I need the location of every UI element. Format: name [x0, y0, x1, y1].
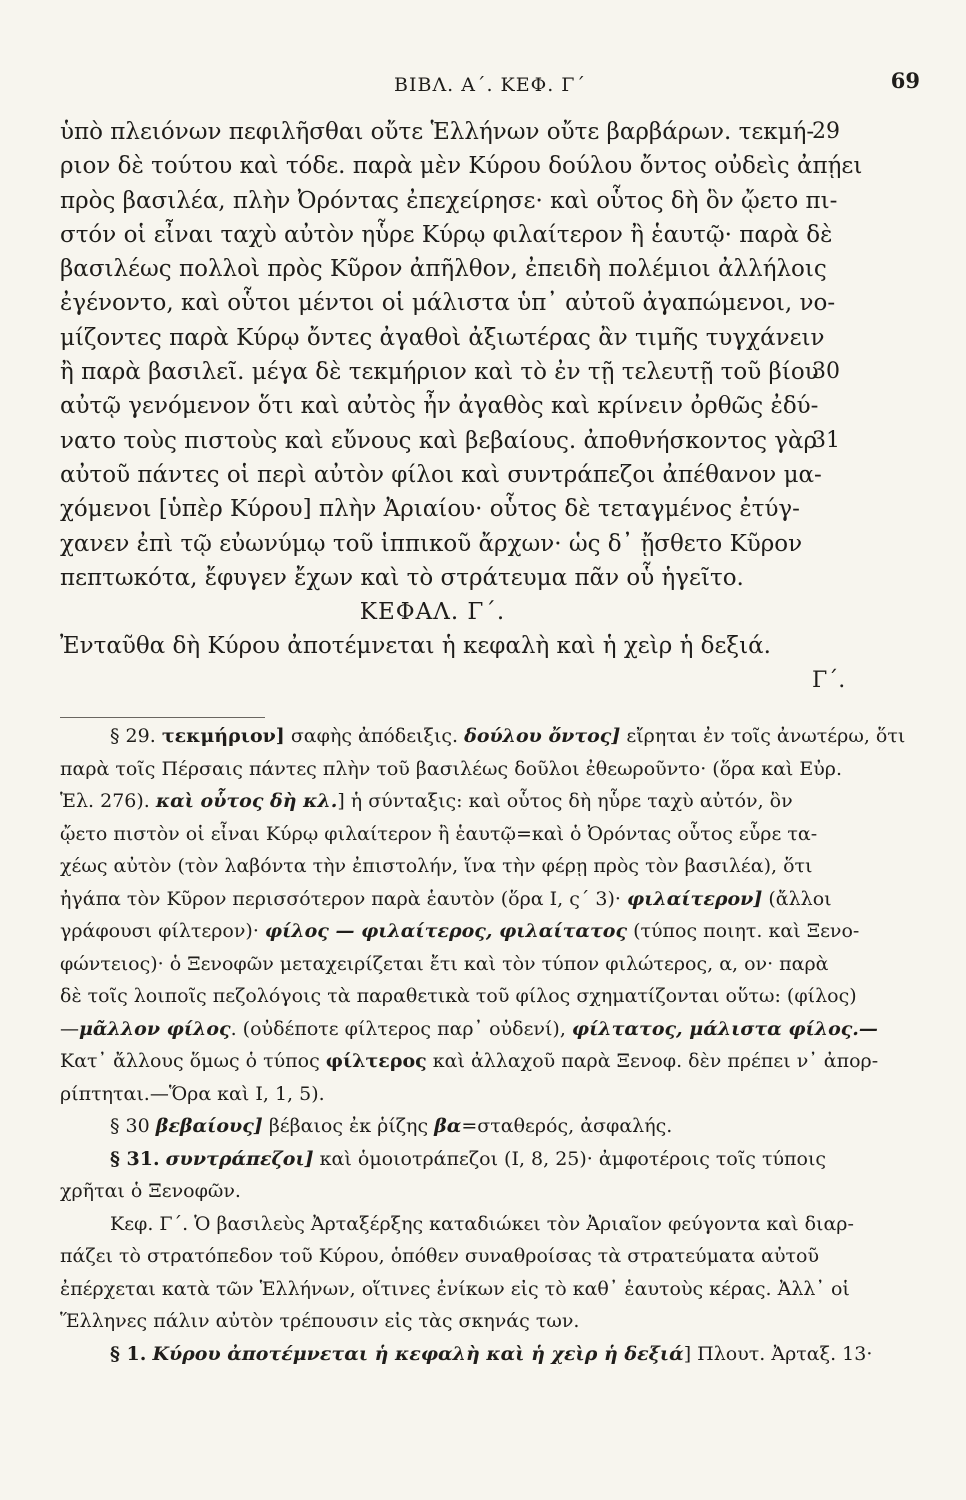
note-text: —: [60, 1017, 79, 1040]
note-line: [60, 1045, 879, 1078]
note-text: ] ἡ σύνταξις: καὶ οὗτος δὴ ηὗρε ταχὺ αὐτόν, ὃν: [337, 790, 793, 812]
note-lemma: δούλου ὄντος]: [464, 725, 621, 747]
note-lemma: Κύρου ἀποτέμνεται ἡ κεφαλὴ καὶ ἡ χεὶρ ἡ δεξιά: [152, 1342, 684, 1365]
note-text: γράφουσι φίλτερον)·: [60, 920, 265, 942]
chapter-summary: [60, 629, 805, 663]
text-line: ἐγένοντο, καὶ οὗτοι μέντοι οἱ μάλιστα ὑπ᾽ αὐτοῦ ἀγαπώμενοι, νο-: [60, 290, 836, 317]
note-line: [60, 785, 870, 818]
note-line: πάζει τὸ στρατόπεδον τοῦ Κύρου, ὁπόθεν συναθροίσας τὰ στρατεύματα αὐτοῦ: [60, 1245, 820, 1267]
note-line: ἐπέρχεται κατὰ τῶν Ἑλλήνων, οἵτινες ἐνίκων εἰς τὸ καθ᾽ ἑαυτοὺς κέρας. Ἀλλ᾽ οἱ: [60, 1277, 850, 1300]
note-ref: § 29.: [110, 725, 156, 747]
running-title: ΒΙΒΛ. Α΄. ΚΕΦ. Γ΄: [394, 74, 586, 96]
note-line: [60, 1338, 873, 1371]
note-text: σαφὴς ἀπόδειξις.: [284, 725, 465, 747]
note-line: ᾤετο πιστὸν οἱ εἶναι Κύρῳ φιλαίτερον ἢ ἑαυτῷ=καὶ ὁ Ὀρόντας οὗτος εὗρε τα-: [60, 822, 818, 845]
chapter-summary-text: Ἐνταῦθα δὴ Κύρου ἀποτέμνεται ἡ κεφαλὴ καὶ ἡ χεὶρ ἡ δεξιά.: [60, 633, 771, 660]
text-line: βασιλέως πολλοὶ πρὸς Κῦρον ἀπῆλθον, ἐπειδὴ πολέμιοι ἀλλήλοις: [60, 256, 827, 283]
text-line: στόν οἱ εἶναι ταχὺ αὐτὸν ηὗρε Κύρῳ φιλαίτερον ἢ ἑαυτῷ· παρὰ δὲ: [60, 221, 833, 248]
note-lemma: μᾶλλον φίλος: [79, 1017, 231, 1040]
note-lemma: τεκμήριον]: [161, 725, 285, 747]
note-text: εἴρηται ἐν τοῖς ἀνωτέρω, ὅτι: [620, 725, 906, 747]
note-lemma: φίλος — φιλαίτερος, φιλαίτατος: [264, 920, 628, 942]
note-text: (ἄλλοι: [762, 887, 832, 910]
note-text: ] Πλουτ. Ἀρταξ. 13·: [683, 1342, 873, 1365]
text-line: ριον δὲ τούτου καὶ τόδε. παρὰ μὲν Κύρου δούλου ὄντος οὐδεὶς ἀπῄει: [60, 153, 863, 180]
note-text: καὶ ἀλλαχοῦ παρὰ Ξενοφ. δὲν πρέπει ν᾽ ἀπορ-: [426, 1050, 879, 1072]
note-line: δὲ τοῖς λοιποῖς πεζολόγοις τὰ παραθετικὰ τοῦ φίλος σχηματίζονται οὕτω: (φίλος): [60, 985, 857, 1007]
note-lemma: βα: [434, 1115, 462, 1137]
note-line: ρίπτηται.—Ὅρα καὶ Ι, 1, 5).: [60, 1082, 325, 1105]
note-ref: § 31.: [110, 1147, 160, 1170]
note-text: βέβαιος ἐκ ῥίζης: [262, 1115, 435, 1137]
note-line: [60, 720, 906, 753]
section-number: 29: [812, 119, 840, 144]
text-line: χόμενοι [ὑπὲρ Κύρου] πλὴν Ἀριαίου· οὗτος δὲ τεταγμένος ἐτύγ-: [60, 496, 800, 523]
note-line: χρῆται ὁ Ξενοφῶν.: [60, 1180, 241, 1202]
note-text: (τύπος ποιητ. καὶ Ξενο-: [627, 920, 860, 942]
note-lemma: φίλτατος, μάλιστα φίλος.—: [571, 1017, 878, 1040]
note-text: Κατ᾽ ἄλλους ὅμως ὁ τύπος: [60, 1050, 326, 1072]
text-line: νατο τοὺς πιστοὺς καὶ εὔνους καὶ βεβαίους. ἀποθνήσκοντος γὰρ: [60, 427, 818, 454]
note-text: Ἑλ. 276).: [60, 790, 156, 812]
section-number: 31: [812, 428, 840, 453]
note-line: Ἕλληνες πάλιν αὐτὸν τρέπουσιν εἰς τὰς σκηνάς των.: [60, 1310, 580, 1332]
text-line: πεπτωκότα, ἔφυγεν ἔχων καὶ τὸ στράτευμα πᾶν οὗ ἡγεῖτο.: [60, 564, 744, 591]
note-line: [60, 1143, 870, 1176]
note-line: παρὰ τοῖς Πέρσαις πάντες πλὴν τοῦ βασιλέως δοῦλοι ἐθεωροῦντο· (ὅρα καὶ Εὐρ.: [60, 757, 843, 780]
note-line: χέως αὐτὸν (τὸν λαβόντα τὴν ἐπιστολήν, ἵνα τὴν φέρῃ πρὸς τὸν βασιλέα), ὅτι: [60, 855, 813, 877]
commentary-notes: [60, 720, 906, 1370]
text-line: χανεν ἐπὶ τῷ εὐωνύμῳ τοῦ ἱππικοῦ ἄρχων· ὡς δ᾽ ᾔσθετο Κῦρον: [60, 530, 803, 557]
note-text: =σταθερός, ἀσφαλής.: [461, 1115, 673, 1137]
text-line: ἢ παρὰ βασιλεῖ. μέγα δὲ τεκμήριον καὶ τὸ ἐν τῇ τελευτῇ τοῦ βίου: [60, 359, 819, 386]
footnote-rule: [60, 717, 265, 718]
section-number: 30: [812, 359, 840, 384]
note-lemma: φίλτερος: [325, 1050, 427, 1072]
note-line: [60, 1110, 870, 1143]
note-line: [60, 883, 870, 916]
note-lemma: συντράπεζοι]: [165, 1147, 314, 1170]
text-line: αὐτοῦ πάντες οἱ περὶ αὐτὸν φίλοι καὶ συντράπεζοι ἀπέθανον μα-: [60, 461, 822, 488]
note-line: [60, 915, 870, 948]
note-lemma: καὶ οὗτος δὴ κλ.: [155, 790, 338, 812]
text-line: ὑπὸ πλειόνων πεφιλῆσθαι οὔτε Ἑλλήνων οὔτε βαρβάρων. τεκμή-: [60, 119, 815, 145]
page-number: 69: [890, 68, 920, 93]
note-text: . (οὐδέποτε φίλτερος παρ᾽ οὐδενί),: [230, 1017, 572, 1040]
note-ref: § 1.: [110, 1342, 147, 1365]
note-text: καὶ ὁμοιοτράπεζοι (Ι, 8, 25)· ἀμφοτέροις τοῖς τύποις: [313, 1147, 827, 1170]
note-text: ἠγάπα τὸν Κῦρον περισσότερον παρὰ ἑαυτὸν (ὅρα Ι, ς΄ 3)·: [60, 887, 628, 910]
text-line: αὐτῷ γενόμενον ὅτι καὶ αὐτὸς ἦν ἀγαθὸς καὶ κρίνειν ὀρθῶς ἐδύ-: [60, 393, 819, 420]
note-line: Κεφ. Γ΄. Ὁ βασιλεὺς Ἀρταξέρξης καταδιώκει τὸν Ἀριαῖον φεύγοντα καὶ διαρ-: [110, 1212, 854, 1235]
page-header: [60, 68, 920, 104]
note-lemma: βεβαίους]: [155, 1115, 263, 1137]
note-line: [60, 1013, 878, 1046]
text-line: πρὸς βασιλέα, πλὴν Ὀρόντας ἐπεχείρησε· καὶ οὗτος δὴ ὃν ᾤετο πι-: [60, 187, 838, 214]
chapter-heading: ΚΕΦΑΛ. Γ΄.: [359, 599, 506, 626]
chapter-summary-number: Γ΄.: [812, 668, 846, 693]
note-line: φώντειος)· ὁ Ξενοφῶν μεταχειρίζεται ἔτι καὶ τὸν τύπον φιλώτερος, α, ον· παρὰ: [60, 952, 829, 975]
text-line: μίζοντες παρὰ Κύρῳ ὄντες ἀγαθοὶ ἀξιωτέρας ἂν τιμῆς τυγχάνειν: [60, 324, 825, 351]
note-ref: § 30: [110, 1115, 150, 1137]
note-lemma: φιλαίτερον]: [627, 887, 763, 910]
